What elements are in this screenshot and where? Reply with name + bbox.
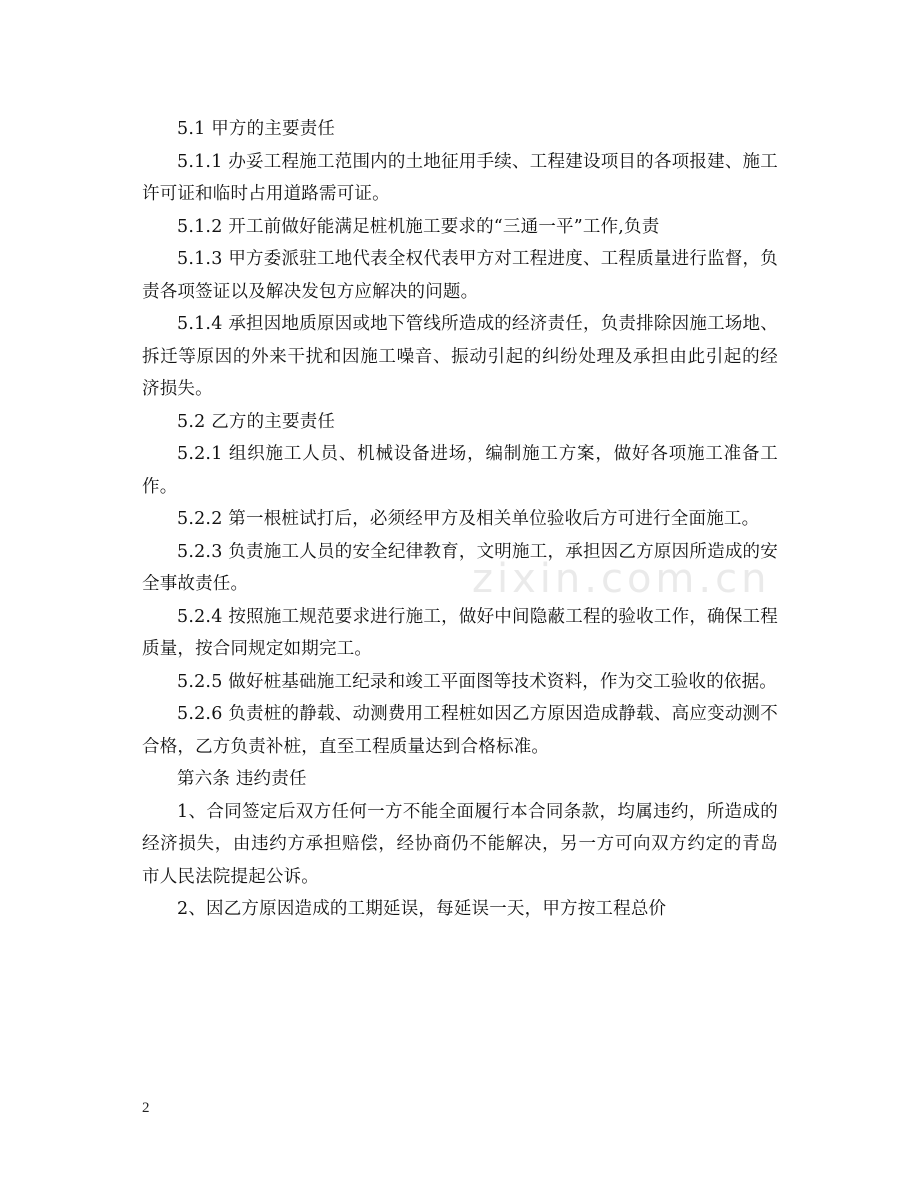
clause-5-1-3: 5.1.3 甲方委派驻工地代表全权代表甲方对工程进度、工程质量进行监督，负责各项签证以及解决发包方应解决的问题。: [142, 249, 778, 302]
clause-5-2-2: 5.2.2 第一根桩试打后，必须经甲方及相关单位验收后方可进行全面施工。: [177, 509, 760, 529]
document-body: [142, 113, 778, 926]
watermark: zixin.com.cn: [472, 556, 771, 602]
clause-5-2-4: 5.2.4 按照施工规范要求进行施工，做好中间隐蔽工程的验收工作，确保工程质量，按合同规定如期完工。: [142, 606, 778, 659]
heading-5-1: 5.1 甲方的主要责任: [177, 119, 336, 139]
heading-5-2: 5.2 乙方的主要责任: [177, 411, 336, 432]
clause-5-1-4: 5.1.4 承担因地质原因或地下管线所造成的经济责任，负责排除因施工场地、拆迁等原因的外来干扰和因施工噪音、振动引起的纠纷处理及承担由此引起的经济损失。: [142, 314, 778, 399]
clause-5-2-6: 5.2.6 负责桩的静载、动测费用工程桩如因乙方原因造成静载、高应变动测不合格，乙方负责补桩，直至工程质量达到合格标准。: [142, 704, 778, 757]
clause-5-1-1: 5.1.1 办妥工程施工范围内的土地征用手续、工程建设项目的各项报建、施工许可证和临时占用道路需可证。: [142, 151, 778, 204]
clause-5-2-5: 5.2.5 做好桩基础施工纪录和竣工平面图等技术资料，作为交工验收的依据。: [177, 671, 777, 692]
clause-5-2-3: 5.2.3 负责施工人员的安全纪律教育，文明施工，承担因乙方原因所造成的安全事故责任。: [142, 541, 778, 594]
breach-item-2: 2、因乙方原因造成的工期延误，每延误一天，甲方按工程总价: [177, 899, 667, 919]
clause-5-1-2: 5.1.2 开工前做好能满足桩机施工要求的“三通一平”工作,负责: [177, 216, 660, 237]
page-number: 2: [142, 1100, 150, 1116]
heading-article-6: 第六条 违约责任: [177, 769, 307, 789]
clause-5-2-1: 5.2.1 组织施工人员、机械设备进场，编制施工方案，做好各项施工准备工作。: [142, 444, 778, 497]
breach-item-1: 1、合同签定后双方任何一方不能全面履行本合同条款，均属违约，所造成的经济损失，由违约方承担赔偿，经协商仍不能解决，另一方可向双方约定的青岛市人民法院提起公诉。: [142, 801, 778, 887]
